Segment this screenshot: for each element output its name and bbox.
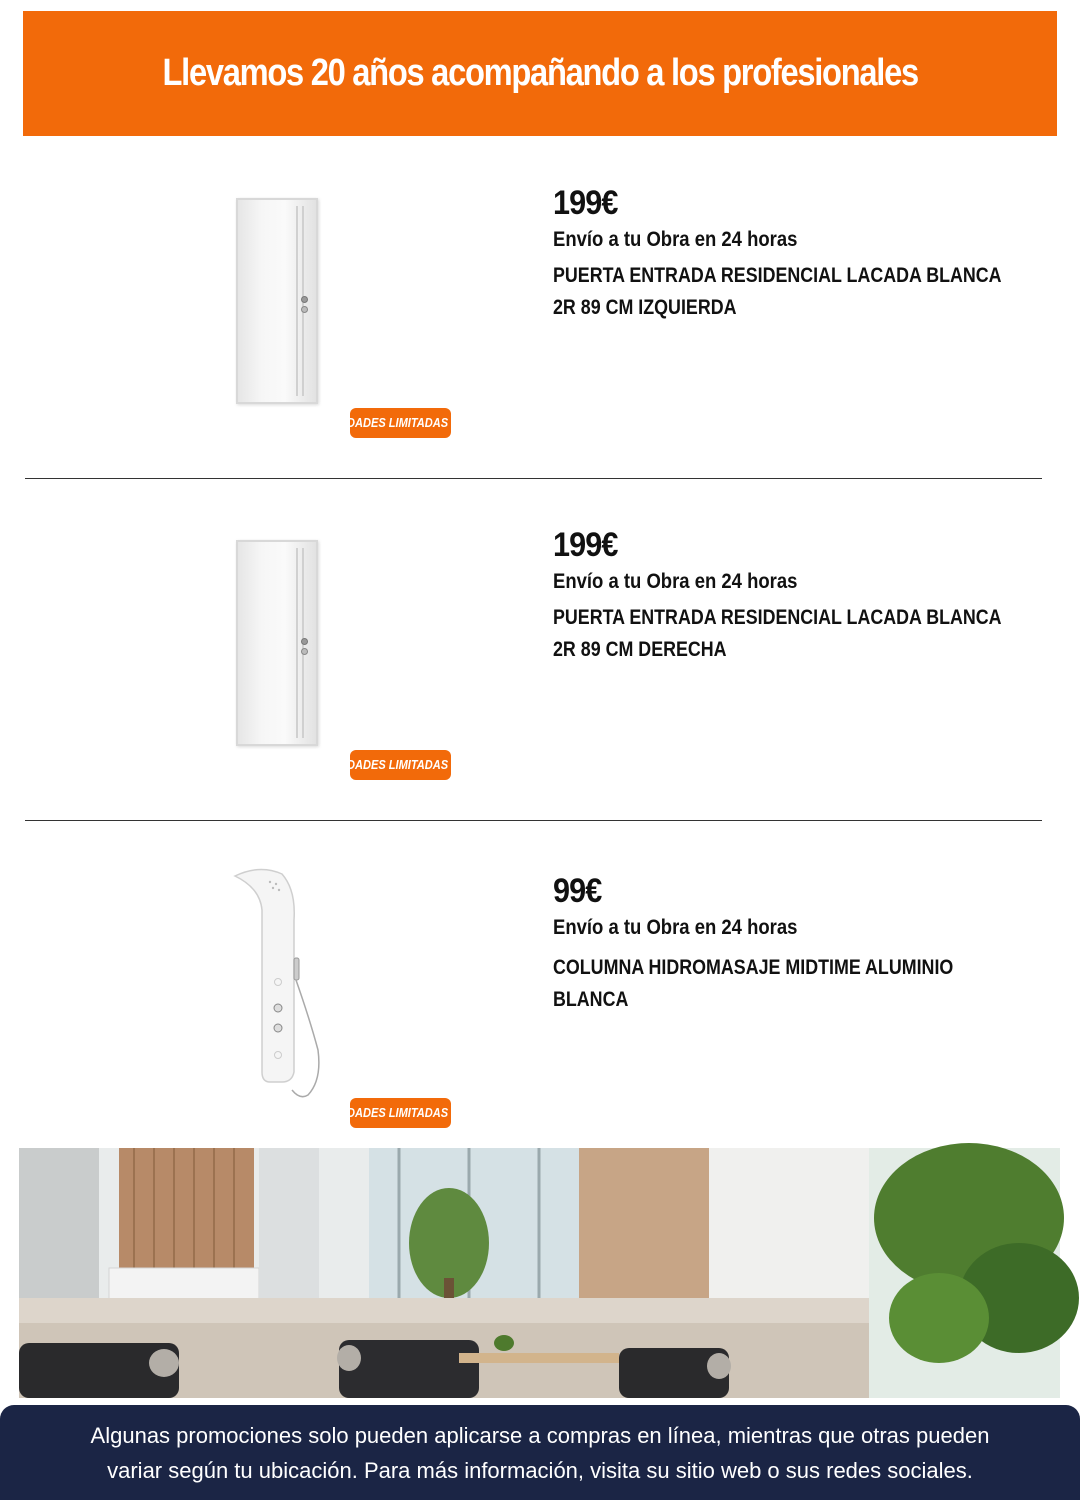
product-card[interactable] xyxy=(0,160,1080,460)
product-title[interactable]: PUERTA ENTRADA RESIDENCIAL LACADA BLANCA 2R 89 CM IZQUIERDA xyxy=(553,264,1001,319)
promo-banner xyxy=(23,11,1057,136)
shipping-note: Envío a tu Obra en 24 horas xyxy=(553,916,798,939)
limited-units-badge: UNIDADES LIMITADAS xyxy=(350,750,451,780)
footer-disclaimer xyxy=(0,1405,1080,1500)
product-image[interactable] xyxy=(210,160,460,460)
white-door-image xyxy=(236,540,318,746)
product-info xyxy=(553,872,1033,1016)
limited-units-badge: UNIDADES LIMITADAS xyxy=(350,408,451,438)
banner-title: Llevamos 20 años acompañando a los profesionales xyxy=(162,52,918,94)
product-price: 199€ xyxy=(553,526,618,564)
product-title[interactable]: COLUMNA HIDROMASAJE MIDTIME ALUMINIO BLANCA xyxy=(553,956,954,1011)
white-door-image xyxy=(236,198,318,404)
office-lobby-photo xyxy=(19,1148,1060,1398)
divider xyxy=(25,478,1042,479)
product-info xyxy=(553,184,1033,324)
product-image[interactable] xyxy=(210,502,460,802)
shipping-note: Envío a tu Obra en 24 horas xyxy=(553,570,798,593)
shower-column-image xyxy=(230,850,340,1100)
limited-units-badge: UNIDADES LIMITADAS xyxy=(350,1098,451,1128)
product-card[interactable] xyxy=(0,850,1080,1150)
product-info xyxy=(553,526,1033,666)
product-price: 199€ xyxy=(553,184,618,222)
product-price: 99€ xyxy=(553,872,602,910)
divider xyxy=(25,820,1042,821)
product-card[interactable] xyxy=(0,502,1080,802)
product-title[interactable]: PUERTA ENTRADA RESIDENCIAL LACADA BLANCA 2R 89 CM DERECHA xyxy=(553,606,1001,661)
shipping-note: Envío a tu Obra en 24 horas xyxy=(553,228,798,251)
product-image[interactable] xyxy=(210,850,460,1150)
disclaimer-text: Algunas promociones solo pueden aplicarse a compras en línea, mientras que otras pueden variar según tu ubicación. Para más información, visita su sitio web o sus redes sociales. xyxy=(90,1422,990,1483)
